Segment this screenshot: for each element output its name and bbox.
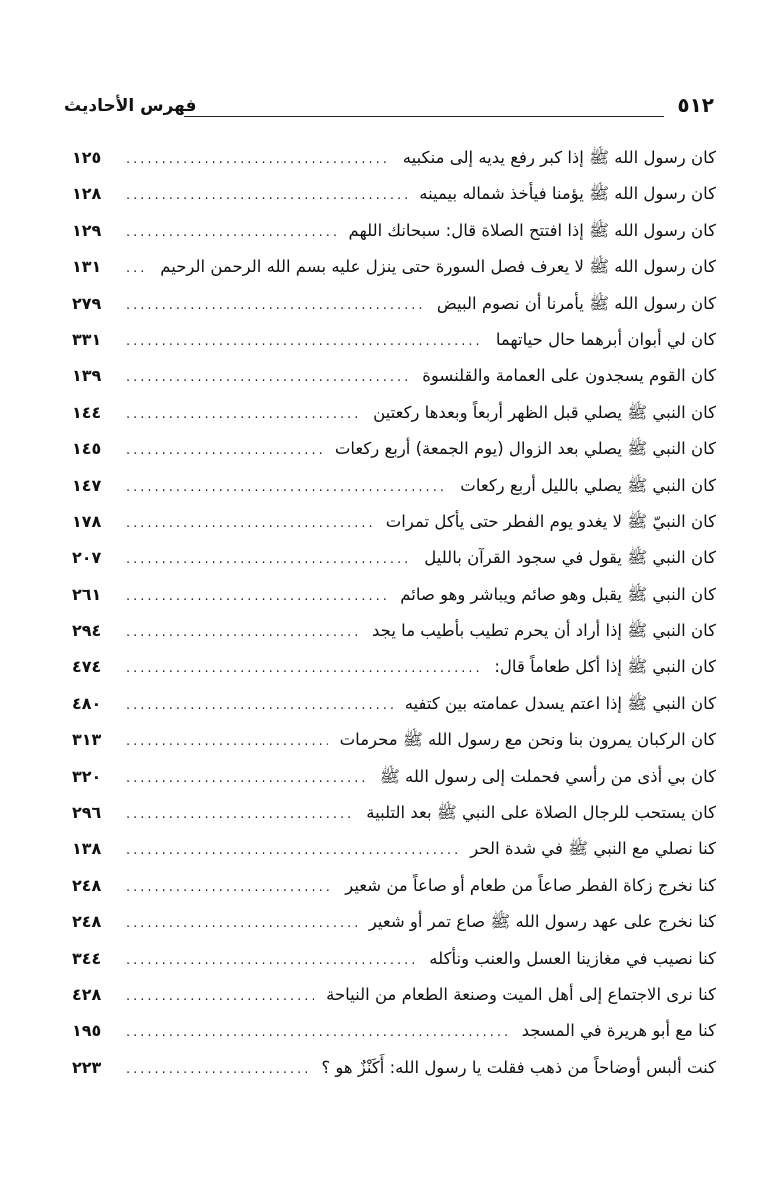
entry-text: كان النبي ﷺ يصلي بالليل أربع ركعات bbox=[460, 475, 716, 495]
entry-text: كان النبي ﷺ يصلي قبل الظهر أربعاً وبعدها ركعتين bbox=[373, 402, 716, 422]
index-entry bbox=[72, 580, 716, 616]
entry-text: كان النبي ﷺ يصلي بعد الزوال (يوم الجمعة) أربع ركعات bbox=[334, 439, 716, 459]
entry-page: ١٣١ bbox=[72, 257, 102, 277]
entry-page: ٢٤٨ bbox=[72, 912, 102, 932]
entry-page: ٢٩٤ bbox=[72, 621, 102, 641]
entry-page: ٢٠٧ bbox=[72, 548, 102, 568]
index-entry bbox=[72, 434, 716, 470]
dot-leader bbox=[126, 327, 484, 357]
index-entry bbox=[72, 361, 716, 397]
entry-page: ١٤٥ bbox=[72, 439, 102, 459]
index-entry bbox=[72, 143, 716, 179]
entry-text: كنا مع أبو هريرة في المسجد bbox=[521, 1021, 716, 1041]
entry-page: ١٧٨ bbox=[72, 511, 102, 531]
entry-text: كنا نصلي مع النبي ﷺ في شدة الحر bbox=[470, 839, 716, 859]
index-entry bbox=[72, 252, 716, 288]
entry-page: ١٢٨ bbox=[72, 184, 102, 204]
entry-text: كنت ألبس أوضاحاً من ذهب فقلت يا رسول الله: أَكَنْزٌ هو ؟ bbox=[321, 1057, 716, 1077]
dot-leader bbox=[126, 291, 425, 321]
entry-page: ١٢٩ bbox=[72, 220, 102, 240]
dot-leader bbox=[126, 654, 482, 684]
entry-page: ١٤٤ bbox=[72, 402, 102, 422]
entry-text: كان النبي ﷺ يقول في سجود القرآن بالليل bbox=[424, 548, 716, 568]
index-entry bbox=[72, 944, 716, 980]
dot-leader bbox=[126, 873, 333, 903]
entry-page: ٢٤٨ bbox=[72, 875, 102, 895]
entry-text: كان رسول الله ﷺ يؤمنا فيأخذ شماله بيمينه bbox=[419, 184, 716, 204]
entry-page: ٢٧٩ bbox=[72, 293, 102, 313]
dot-leader bbox=[126, 1018, 510, 1048]
page-header bbox=[64, 92, 714, 122]
index-entry bbox=[72, 689, 716, 725]
index-entry bbox=[72, 216, 716, 252]
index-entry bbox=[72, 179, 716, 215]
entry-text: كنا نصيب في مغازينا العسل والعنب ونأكله bbox=[429, 948, 716, 968]
index-entry bbox=[72, 1016, 716, 1052]
entry-text: كان القوم يسجدون على العمامة والقلنسوة bbox=[422, 366, 716, 386]
entry-page: ٤٢٨ bbox=[72, 984, 102, 1004]
entry-text: كان النبي ﷺ إذا أكل طعاماً قال: bbox=[494, 657, 716, 677]
entry-page: ٤٧٤ bbox=[72, 657, 102, 677]
entry-text: كان الركبان يمرون بنا ونحن مع رسول الله ﷺ محرمات bbox=[339, 730, 716, 750]
entry-page: ٣٢٠ bbox=[72, 766, 102, 786]
index-entry bbox=[72, 725, 716, 761]
dot-leader bbox=[126, 509, 374, 539]
entry-page: ٢٦١ bbox=[72, 584, 102, 604]
dot-leader bbox=[126, 800, 354, 830]
entry-text: كان يستحب للرجال الصلاة على النبي ﷺ بعد التلبية bbox=[366, 803, 716, 823]
entry-text: كان النبيّ ﷺ لا يغدو يوم الفطر حتى يأكل تمرات bbox=[385, 511, 716, 531]
dot-leader bbox=[126, 618, 360, 648]
entry-page: ١٤٧ bbox=[72, 475, 102, 495]
entry-text: كان النبي ﷺ إذا أراد أن يحرم تطيب بأطيب ما يجد bbox=[372, 621, 716, 641]
entry-page: ١٢٥ bbox=[72, 148, 102, 167]
dot-leader bbox=[126, 473, 448, 503]
entry-page: ١٩٥ bbox=[72, 1021, 102, 1041]
entry-text: كنا نرى الاجتماع إلى أهل الميت وصنعة الطعام من النياحة bbox=[326, 984, 716, 1004]
index-entry bbox=[72, 507, 716, 543]
dot-leader bbox=[126, 727, 328, 757]
entry-page: ٣١٣ bbox=[72, 730, 102, 750]
dot-leader bbox=[126, 436, 323, 466]
header-rule bbox=[184, 116, 664, 117]
entry-text: كنا نخرج على عهد رسول الله ﷺ صاع تمر أو شعير bbox=[368, 912, 716, 932]
dot-leader bbox=[126, 691, 393, 721]
index-entry bbox=[72, 907, 716, 943]
page-number: ٥١٢ bbox=[677, 93, 714, 117]
entry-page: ٢٩٦ bbox=[72, 803, 102, 823]
entry-page: ٢٢٣ bbox=[72, 1057, 102, 1077]
entry-text: كان رسول الله ﷺ إذا كبر رفع يديه إلى منكبيه bbox=[402, 148, 716, 167]
entry-text: كان النبي ﷺ إذا اعتم يسدل عمامته بين كتفيه bbox=[404, 693, 716, 713]
dot-leader bbox=[126, 982, 314, 1012]
dot-leader bbox=[126, 145, 391, 175]
entry-page: ١٣٨ bbox=[72, 839, 102, 859]
index-entry bbox=[72, 471, 716, 507]
entry-text: كنا نخرج زكاة الفطر صاعاً من طعام أو صاعاً من شعير bbox=[345, 875, 716, 895]
hadith-index-list bbox=[72, 143, 716, 1089]
dot-leader bbox=[126, 545, 412, 575]
entry-page: ١٣٩ bbox=[72, 366, 102, 386]
dot-leader bbox=[126, 1055, 309, 1085]
entry-text: كان رسول الله ﷺ إذا افتتح الصلاة قال: سبحانك اللهم bbox=[348, 220, 716, 240]
entry-page: ٣٣١ bbox=[72, 329, 102, 349]
index-entry bbox=[72, 398, 716, 434]
index-entry bbox=[72, 762, 716, 798]
dot-leader bbox=[126, 254, 148, 284]
dot-leader bbox=[126, 363, 410, 393]
dot-leader bbox=[126, 946, 417, 976]
running-title: فهرس الأحاديث bbox=[64, 96, 197, 116]
index-entry bbox=[72, 871, 716, 907]
entry-text: كان النبي ﷺ يقبل وهو صائم ويباشر وهو صائم bbox=[400, 584, 716, 604]
entry-text: كان لي أبوان أبرهما حال حياتهما bbox=[495, 329, 716, 349]
dot-leader bbox=[126, 400, 361, 430]
dot-leader bbox=[126, 764, 368, 794]
dot-leader bbox=[126, 218, 337, 248]
dot-leader bbox=[126, 582, 388, 612]
entry-page: ٣٤٤ bbox=[72, 948, 102, 968]
dot-leader bbox=[126, 909, 357, 939]
index-entry bbox=[72, 1053, 716, 1089]
dot-leader bbox=[126, 836, 458, 866]
entry-page: ٤٨٠ bbox=[72, 693, 102, 713]
index-entry bbox=[72, 543, 716, 579]
entry-text: كان رسول الله ﷺ لا يعرف فصل السورة حتى ينزل عليه بسم الله الرحمن الرحيم bbox=[160, 257, 716, 277]
index-entry bbox=[72, 616, 716, 652]
dot-leader bbox=[126, 181, 407, 211]
index-entry bbox=[72, 325, 716, 361]
index-entry bbox=[72, 652, 716, 688]
index-entry bbox=[72, 980, 716, 1016]
index-entry bbox=[72, 798, 716, 834]
entry-text: كان بي أذى من رأسي فحملت إلى رسول الله ﷺ bbox=[379, 766, 716, 786]
index-entry bbox=[72, 834, 716, 870]
index-entry bbox=[72, 289, 716, 325]
entry-text: كان رسول الله ﷺ يأمرنا أن نصوم البيض bbox=[436, 293, 716, 313]
